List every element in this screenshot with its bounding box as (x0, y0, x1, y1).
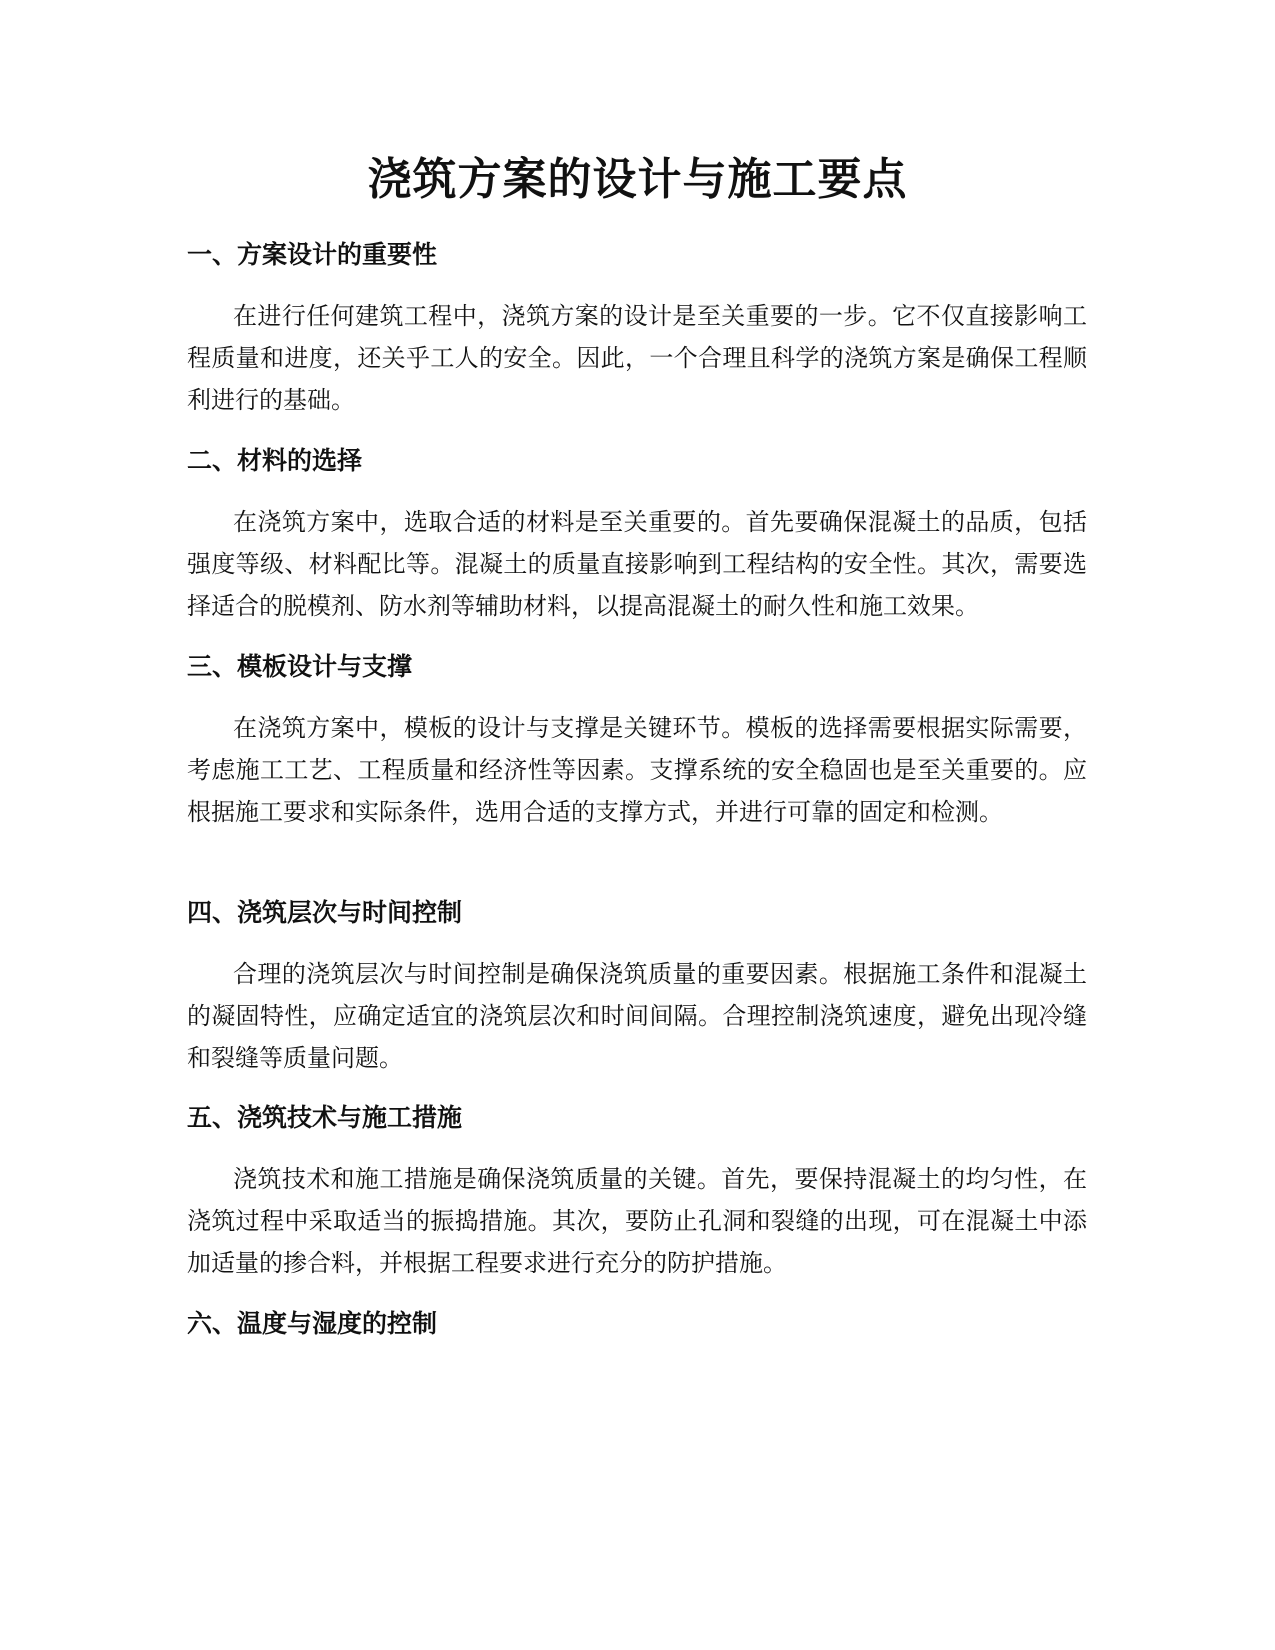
section-heading-3: 三、模板设计与支撑 (187, 652, 413, 681)
section-heading-2: 二、材料的选择 (187, 446, 363, 475)
document-title: 浇筑方案的设计与施工要点 (367, 154, 908, 205)
section-heading-5: 五、浇筑技术与施工措施 (187, 1103, 463, 1132)
section-body-2: 在浇筑方案中，选取合适的材料是至关重要的。首先要确保混凝土的品质，包括强度等级、材料配比等。混凝土的质量直接影响到工程结构的安全性。其次，需要选择适合的脱模剂、防水剂等辅助材料，以提高混凝土的耐久性和施工效果。 (187, 508, 1087, 620)
section-body-3: 在浇筑方案中，模板的设计与支撑是关键环节。模板的选择需要根据实际需要，考虑施工工艺、工程质量和经济性等因素。支撑系统的安全稳固也是至关重要的。应根据施工要求和实际条件，选用合适的支撑方式，并进行可靠的固定和检测。 (187, 714, 1087, 826)
section-body-5: 浇筑技术和施工措施是确保浇筑质量的关键。首先，要保持混凝土的均匀性，在浇筑过程中采取适当的振捣措施。其次，要防止孔洞和裂缝的出现，可在混凝土中添加适量的掺合料，并根据工程要求进行充分的防护措施。 (187, 1165, 1087, 1277)
section-body-4: 合理的浇筑层次与时间控制是确保浇筑质量的重要因素。根据施工条件和混凝土的凝固特性，应确定适宜的浇筑层次和时间间隔。合理控制浇筑速度，避免出现冷缝和裂缝等质量问题。 (187, 960, 1087, 1072)
section-heading-6: 六、温度与湿度的控制 (187, 1309, 438, 1338)
section-heading-1: 一、方案设计的重要性 (187, 240, 438, 269)
section-body-1: 在进行任何建筑工程中，浇筑方案的设计是至关重要的一步。它不仅直接影响工程质量和进度，还关乎工人的安全。因此，一个合理且科学的浇筑方案是确保工程顺利进行的基础。 (187, 302, 1087, 414)
section-heading-4: 四、浇筑层次与时间控制 (187, 898, 463, 927)
